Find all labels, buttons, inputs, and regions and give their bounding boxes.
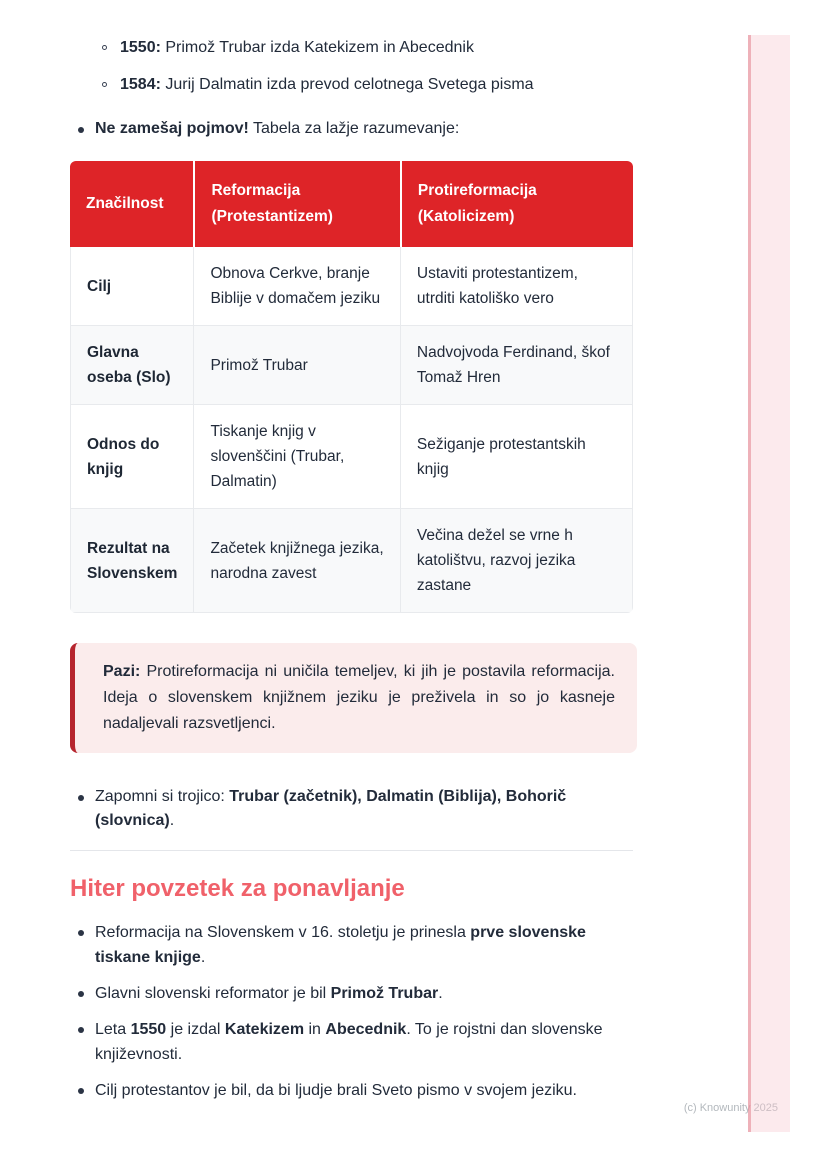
disc-bullet-icon (78, 127, 84, 133)
table-cell: Obnova Cerkve, branje Biblije v domačem jeziku (193, 247, 399, 326)
disc-bullet-icon (78, 991, 84, 997)
disc-bullet-icon (78, 1027, 84, 1033)
summary-heading: Hiter povzetek za ponavljanje (70, 875, 405, 902)
right-pink-stripe (748, 35, 790, 1132)
trio-list (70, 785, 633, 833)
disc-bullet-icon (78, 1088, 84, 1094)
summary-item (70, 1078, 633, 1103)
table-cell: Primož Trubar (193, 326, 399, 405)
table-cell: Večina dežel se vrne h katolištvu, razvoj jezika zastane (400, 509, 633, 613)
list-item-text: 1584: Jurij Dalmatin izda prevod celotnega Svetega pisma (120, 76, 534, 93)
table-cell: Začetek knjižnega jezika, narodna zavest (193, 509, 399, 613)
table-cell: Sežiganje protestantskih knjig (400, 405, 633, 509)
comparison-table (70, 161, 633, 613)
timeline-sublist (70, 36, 633, 97)
note-list (70, 117, 633, 141)
table-row (70, 405, 633, 509)
table-cell: Tiskanje knjig v slovenščini (Trubar, Dalmatin) (193, 405, 399, 509)
watermark: (c) Knowunity 2025 (683, 1102, 778, 1114)
row-label: Cilj (70, 247, 193, 326)
list-item-text: Reformacija na Slovenskem v 16. stoletju je prinesla prve slovenske tiskane knjige. (95, 924, 586, 966)
list-item-text: Leta 1550 je izdal Katekizem in Abecednik. To je rojstni dan slovenske književnosti. (95, 1021, 603, 1063)
table-header-cell: Značilnost (70, 161, 193, 247)
note-bullet (70, 117, 633, 141)
table-row (70, 247, 633, 326)
list-item-text: Cilj protestantov je bil, da bi ljudje brali Sveto pismo v svojem jeziku. (95, 1082, 577, 1099)
list-item-text: Glavni slovenski reformator je bil Primož Trubar. (95, 985, 443, 1002)
summary-item (70, 1017, 633, 1067)
summary-item (70, 920, 633, 970)
row-label: Rezultat na Slovenskem (70, 509, 193, 613)
table-row (70, 509, 633, 613)
timeline-item-1584 (70, 73, 633, 97)
circle-bullet-icon (102, 45, 107, 50)
disc-bullet-icon (78, 795, 84, 801)
list-item-text: 1550: Primož Trubar izda Katekizem in Abecednik (120, 39, 474, 56)
trio-bullet (70, 785, 633, 833)
callout-text: Pazi: Protireformacija ni uničila temeljev, ki jih je postavila reformacija. Ideja o slovenskem knjižnem jeziku je preživela in so jo kasneje nadaljevali razsvetljenci. (103, 663, 615, 732)
table-header-cell: Protireformacija (Katolicizem) (400, 161, 633, 247)
row-label: Odnos do knjig (70, 405, 193, 509)
summary-item (70, 981, 633, 1006)
row-label: Glavna oseba (Slo) (70, 326, 193, 405)
table-header-row (70, 161, 633, 247)
table-row (70, 326, 633, 405)
notes-content (70, 0, 633, 1114)
summary-list (70, 920, 633, 1103)
table-header-cell: Reformacija (Protestantizem) (193, 161, 399, 247)
table-cell: Ustaviti protestantizem, utrditi katoliško vero (400, 247, 633, 326)
warning-callout (70, 643, 637, 753)
timeline-item-1550 (70, 36, 633, 60)
disc-bullet-icon (78, 930, 84, 936)
table-cell: Nadvojvoda Ferdinand, škof Tomaž Hren (400, 326, 633, 405)
list-item-text: Zapomni si trojico: Trubar (začetnik), Dalmatin (Biblija), Bohorič (slovnica). (95, 788, 567, 829)
circle-bullet-icon (102, 82, 107, 87)
section-divider (70, 850, 633, 851)
list-item-text: Ne zamešaj pojmov! Tabela za lažje razumevanje: (95, 120, 460, 137)
